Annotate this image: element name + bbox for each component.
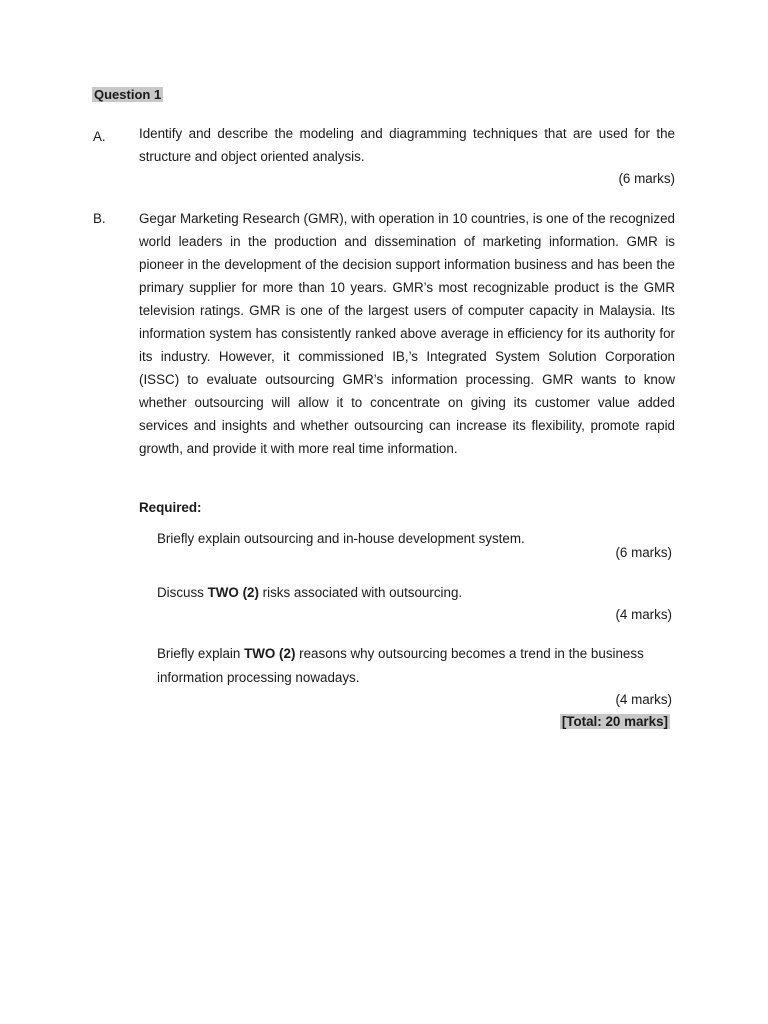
total-marks [560,714,670,729]
item-3-bold: TWO (2) [244,646,296,661]
question-heading-label: Question 1 [94,87,162,102]
item-2-pre: Discuss [157,585,208,600]
part-a-text: Identify and describe the modeling and diagramming techniques that are used for the structure and object oriented analysis. [139,126,675,164]
required-item-1: Briefly explain outsourcing and in-house development system. [157,531,525,546]
part-b-text: Gegar Marketing Research (GMR), with operation in 10 countries, is one of the recognized world leaders in the production and dissemination of marketing information. GMR is pioneer in the development of the decision support information business and has been the primary supplier for more than 10 years. GMR’s most recognizable product is the GMR television ratings. GMR is one of the largest users of computer capacity in Malaysia. Its information system has consistently ranked above average in efficiency for its authority for its industry. However, it commissioned IB,’s Integrated System Solution Corporation (ISSC) to evaluate outsourcing GMR’s information processing. GMR wants to know whether outsourcing will allow it to concentrate on giving its customer value added services and insights and whether outsourcing can increase its flexibility, promote rapid growth, and provide it with more real time information. [139,211,675,456]
item-2-bold: TWO (2) [207,585,259,600]
required-item-1-marks: (6 marks) [615,545,672,560]
part-a-marks: (6 marks) [618,171,675,186]
required-item-2 [157,581,675,605]
question-heading [92,87,163,102]
required-item-3-marks: (4 marks) [615,692,672,707]
item-3-post: reasons why outsourcing becomes a trend in the business information processing nowadays. [157,646,644,685]
part-a-letter: A. [93,129,106,144]
item-2-post: risks associated with outsourcing. [258,585,463,600]
required-item-2-marks: (4 marks) [615,607,672,622]
required-label: Required: [139,500,202,515]
required-item-3 [157,642,675,690]
total-marks-label: [Total: 20 marks] [561,714,668,729]
part-b-letter: B. [93,211,106,226]
item-3-pre: Briefly explain [157,646,245,661]
